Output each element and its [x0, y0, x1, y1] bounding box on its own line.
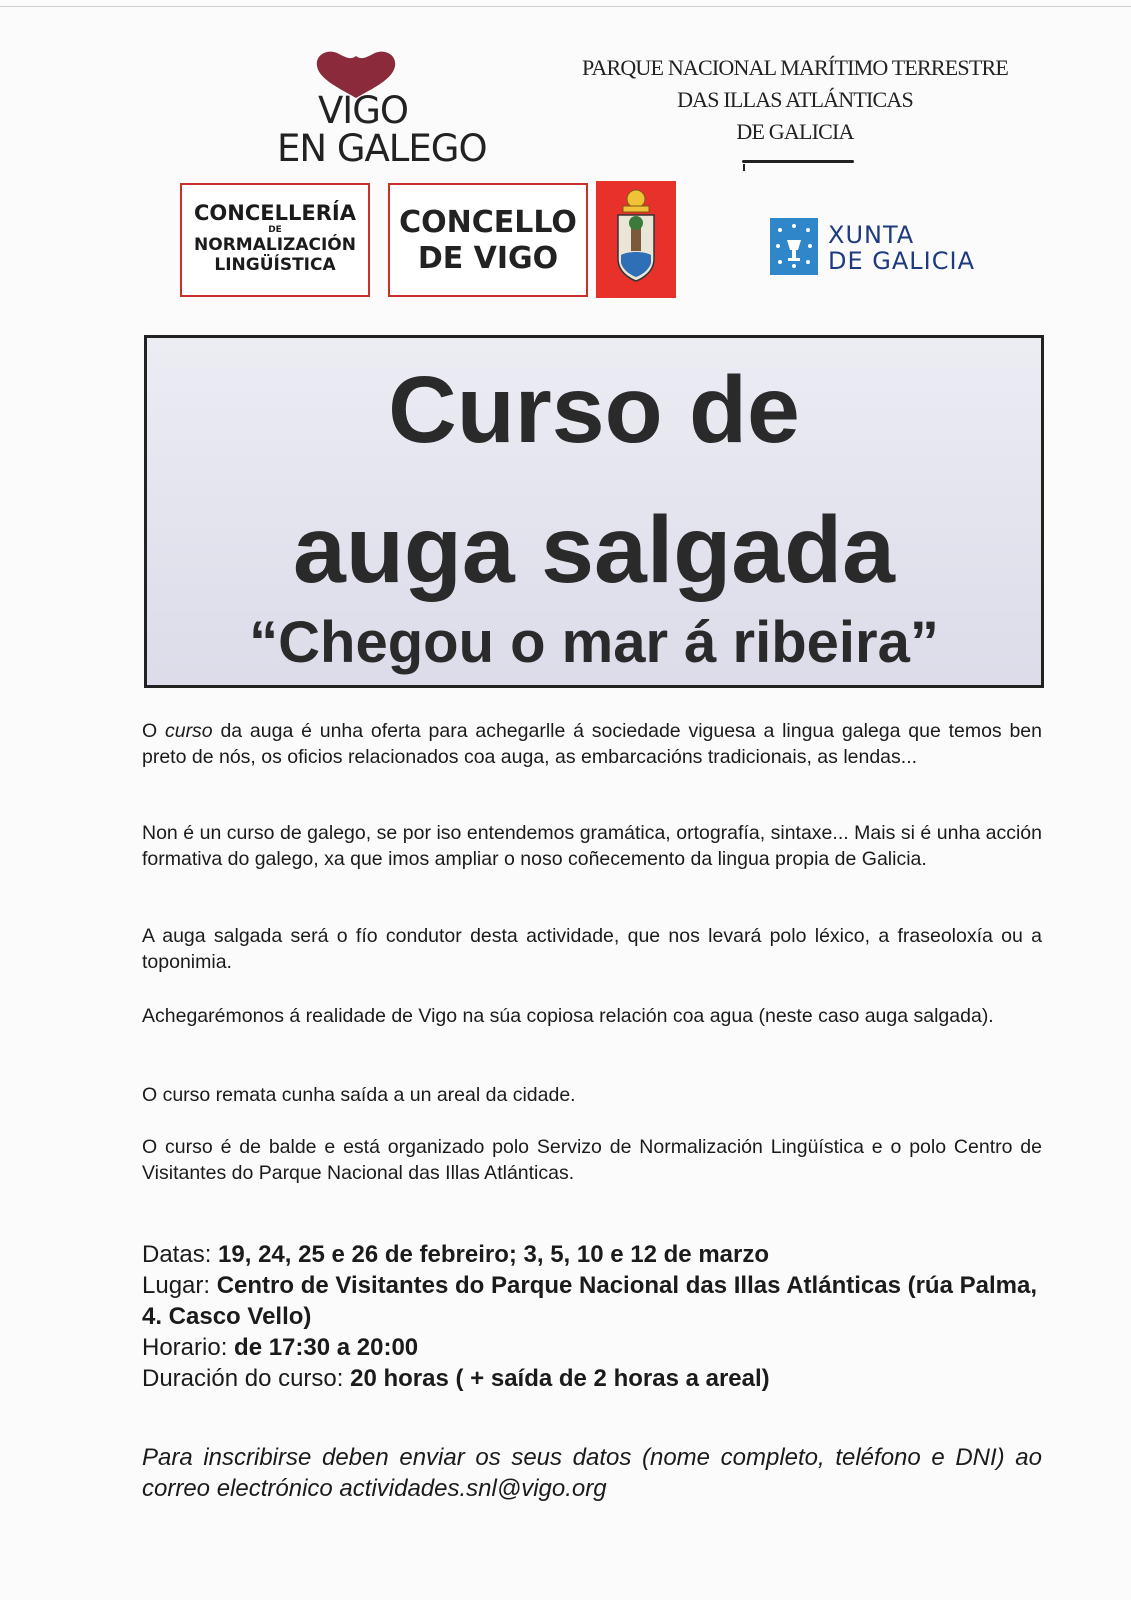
- duration-label: Duración do curso:: [142, 1365, 351, 1392]
- title-line2: auga salgada: [293, 497, 895, 603]
- signup-instructions: Para inscribirse deben enviar os seus datos (nome completo, teléfono e DNI) ao correo electrónico actividades.snl@vigo.org: [142, 1444, 1042, 1502]
- concello-de-vigo-logo-box: [388, 183, 588, 297]
- dates-value: 19, 24, 25 e 26 de febreiro; 3, 5, 10 e 12 de marzo: [218, 1241, 769, 1268]
- concelleria-line3: NORMALIZACIÓN: [194, 235, 356, 255]
- paragraph-intro-emphasis: curso: [164, 720, 213, 742]
- park-logo-tick: [743, 164, 745, 171]
- concelleria-line4: LINGÜÍSTICA: [214, 255, 336, 275]
- xunta-line1: XUNTA: [828, 221, 915, 249]
- concello-line1: CONCELLO: [399, 205, 577, 240]
- xunta-flag-icon: [770, 218, 818, 275]
- coat-of-arms-icon: [596, 181, 676, 298]
- concelleria-logo-box: [180, 183, 370, 297]
- schedule-value: de 17:30 a 20:00: [234, 1334, 419, 1361]
- info-schedule: [142, 1332, 1052, 1363]
- xunta-text: [828, 222, 975, 274]
- paragraph-thread: A auga salgada será o fío condutor desta actividade, que nos levará polo léxico, a fraseoloxía ou a toponimia.: [142, 925, 1042, 973]
- paragraph-intro: [142, 718, 1042, 770]
- paragraph-not-grammar: Non é un curso de galego, se por iso entendemos gramática, ortografía, sintaxe... Mais si é unha acción formativa do galego, xa que imos ampliar o noso coñecemento da lingua propia de Galicia.: [142, 822, 1042, 870]
- paragraph-intro-pre: O: [142, 720, 165, 742]
- concelleria-line1: CONCELLERÍA: [194, 201, 356, 225]
- park-name-heading: [560, 52, 1030, 148]
- concello-line2: DE VIGO: [417, 241, 559, 276]
- paragraph-intro-post: da auga é unha oferta para achegarlle á sociedade viguesa a lingua galega que temos ben preto de nós, os oficios relacionados coa auga, as embarcacións tradicionais, as lendas...: [142, 720, 1042, 768]
- course-info: [142, 1239, 1052, 1394]
- park-line2: DAS ILLAS ATLÁNTICAS: [677, 87, 913, 112]
- xunta-line2: DE GALICIA: [828, 247, 975, 275]
- title-line1: Curso de: [388, 357, 800, 463]
- info-duration: [142, 1363, 1052, 1394]
- place-value: Centro de Visitantes do Parque Nacional das Illas Atlánticas (rúa Palma, 4. Casco Vello): [142, 1272, 1037, 1330]
- paragraph-outing: O curso remata cunha saída a un areal da cidade.: [142, 1084, 576, 1106]
- page-edge-line: [0, 6, 1131, 7]
- schedule-label: Horario:: [142, 1334, 235, 1361]
- park-logo-dash: [742, 160, 854, 163]
- paragraph-organizers: O curso é de balde e está organizado polo Servizo de Normalización Lingüística e o polo Centro de Visitantes do Parque Nacional das Illas Atlánticas.: [142, 1136, 1042, 1184]
- dates-label: Datas:: [142, 1241, 219, 1268]
- vigo-crest-logo: [596, 181, 676, 298]
- vigo-logo-line2: EN GALEGO: [277, 127, 487, 170]
- info-dates: [142, 1239, 1052, 1270]
- xunta-de-galicia-logo: [770, 218, 1000, 278]
- vigo-logo-line1: VIGO: [318, 89, 409, 132]
- concelleria-line2: DE: [268, 225, 282, 235]
- place-label: Lugar:: [142, 1272, 217, 1299]
- park-line1: PARQUE NACIONAL MARÍTIMO TERRESTRE: [581, 55, 1009, 80]
- info-place: [142, 1270, 1052, 1332]
- title-box: [144, 335, 1044, 688]
- title-subtitle: “Chegou o mar á ribeira”: [249, 610, 939, 675]
- paragraph-vigo: Achegarémonos á realidade de Vigo na súa copiosa relación coa agua (neste caso auga salgada).: [142, 1005, 994, 1027]
- vigo-en-galego-logo: [270, 50, 510, 175]
- park-line3: DE GALICIA: [736, 119, 854, 144]
- duration-value: 20 horas ( + saída de 2 horas a areal): [350, 1365, 770, 1392]
